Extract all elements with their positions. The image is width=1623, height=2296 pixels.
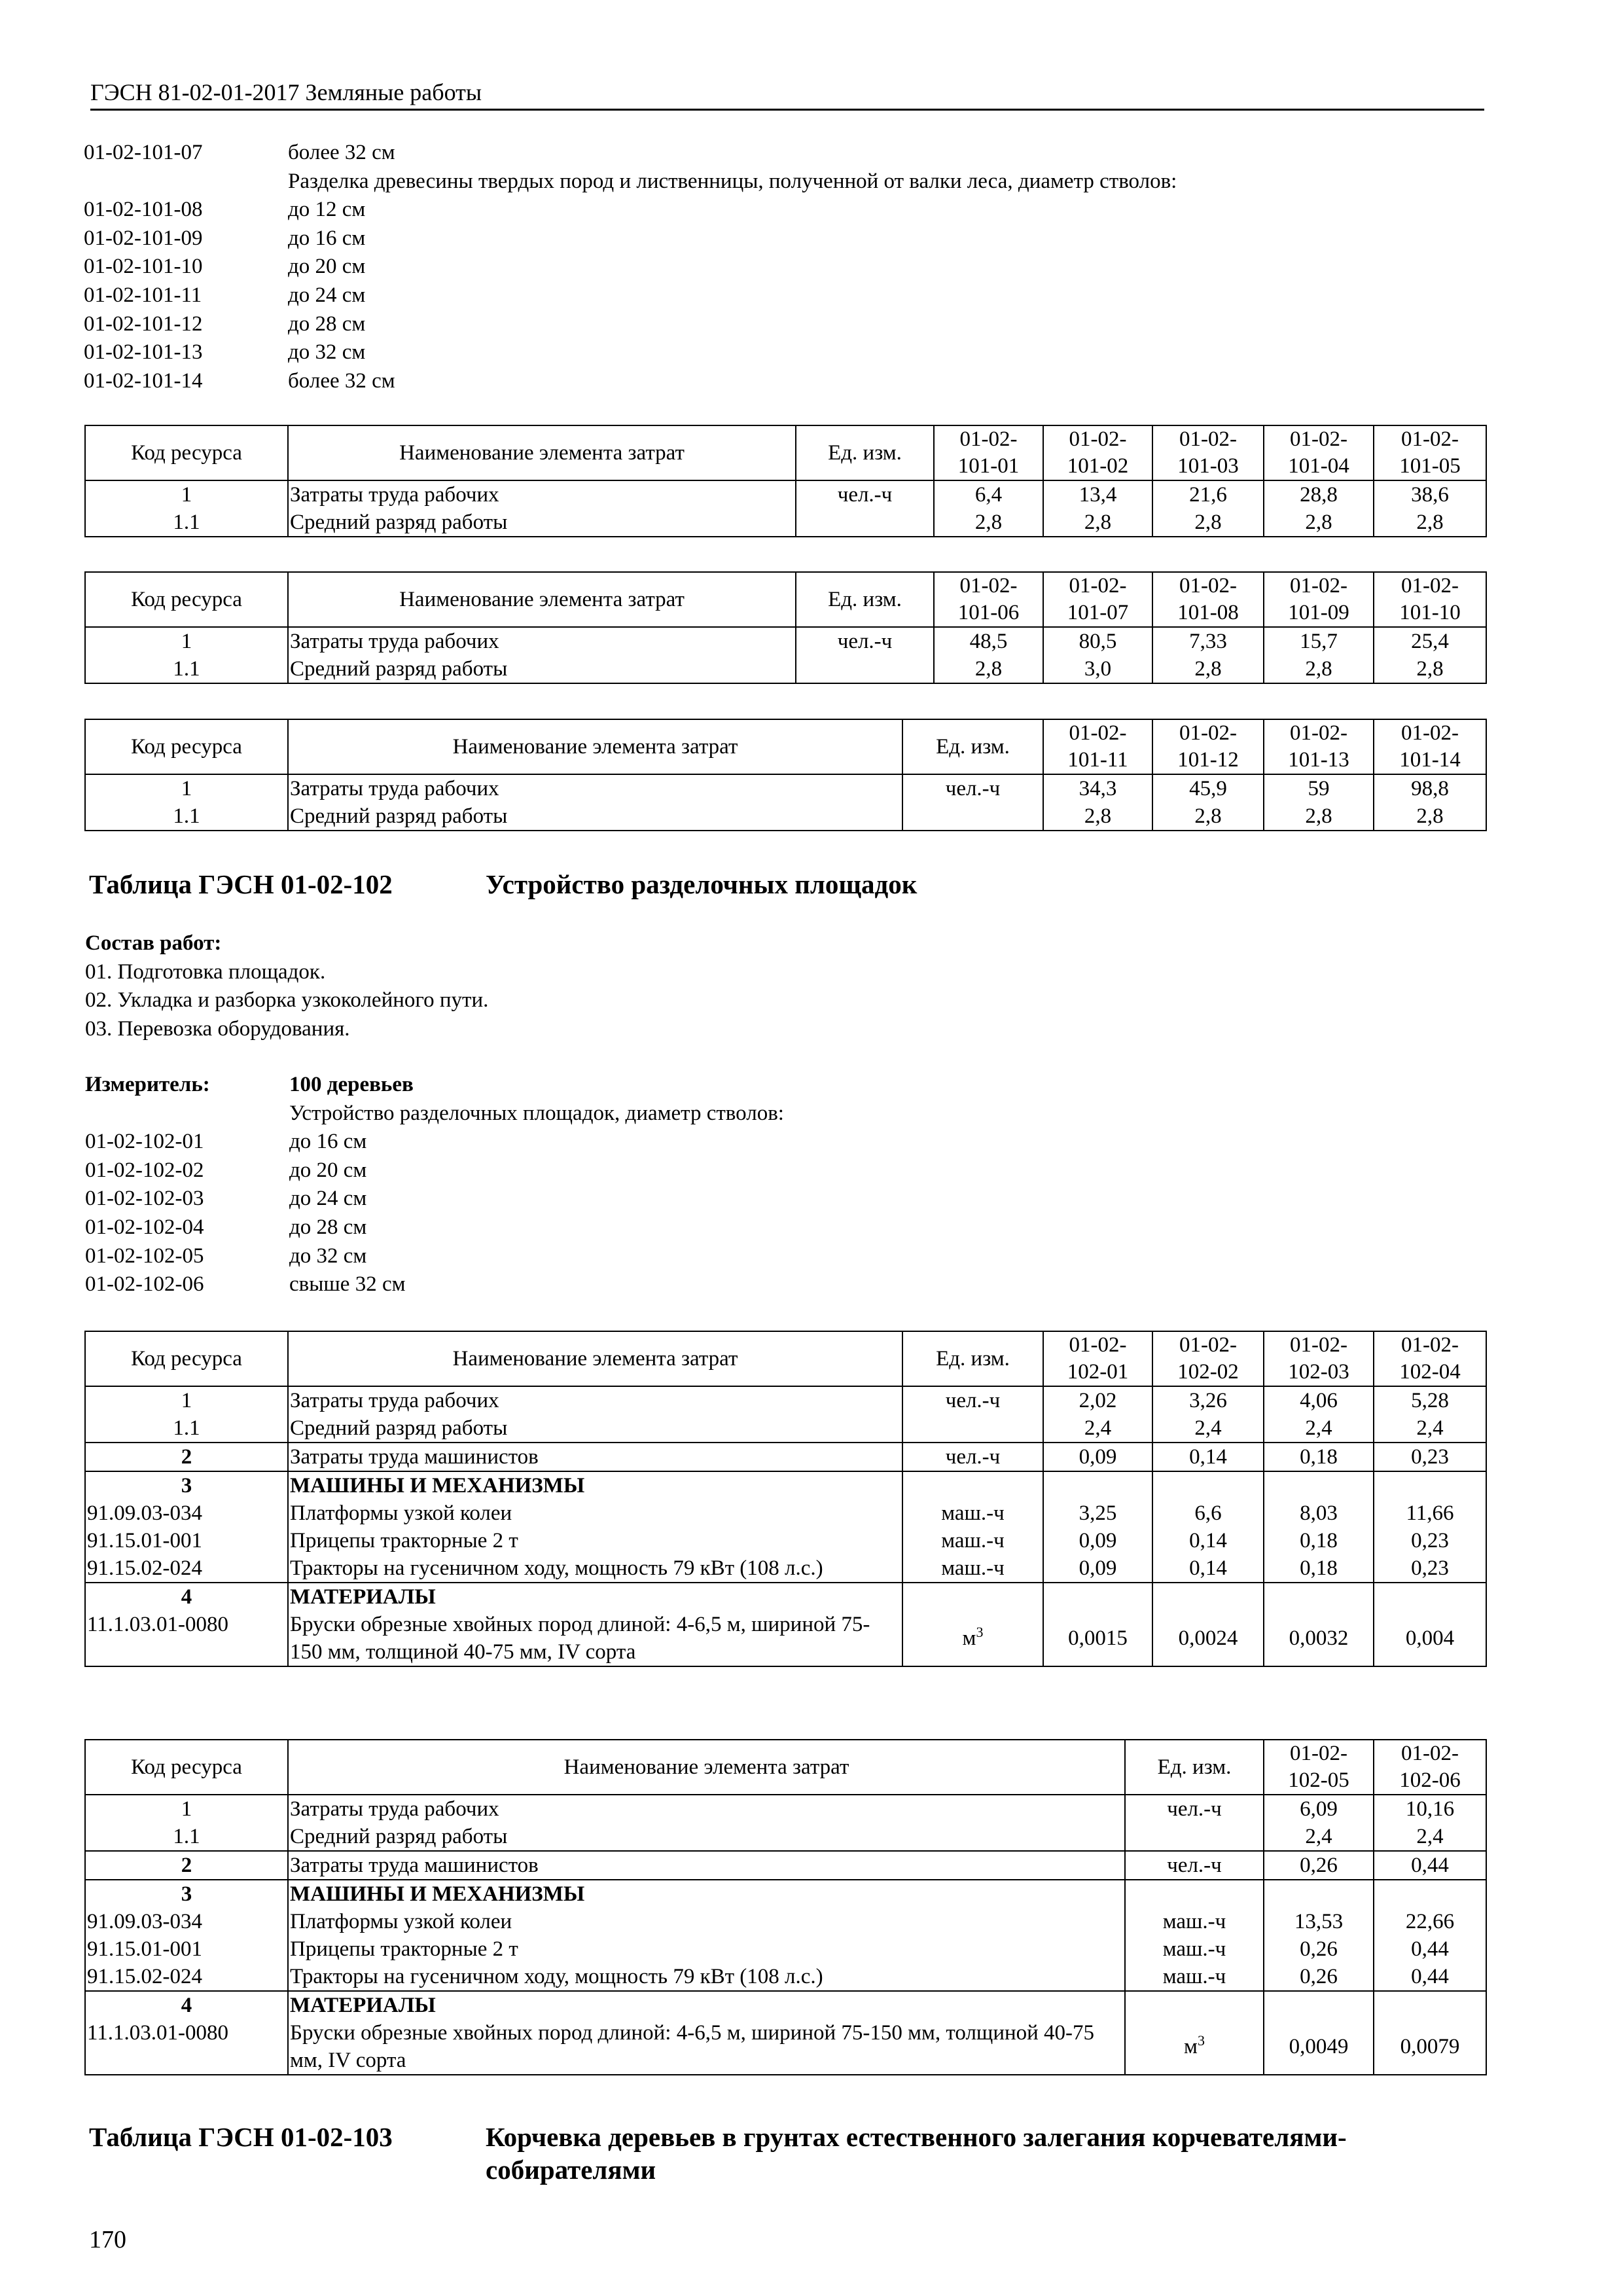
col-header-name: Наименование элемента затрат bbox=[288, 719, 902, 774]
resource-code: 91.09.03-034 bbox=[85, 1908, 288, 1935]
col-header-unit: Ед. изм. bbox=[796, 572, 934, 627]
value-cell bbox=[1374, 1471, 1486, 1499]
list-item: 01-02-102-04 до 28 см bbox=[85, 1215, 367, 1239]
value-cell: 0,0079 bbox=[1374, 2019, 1486, 2075]
value-cell: 2,8 bbox=[1152, 655, 1264, 683]
value-cell: 28,8 bbox=[1264, 480, 1374, 509]
value-cell: 2,8 bbox=[1264, 655, 1374, 683]
value-cell: 6,6 bbox=[1152, 1499, 1264, 1527]
col-header-rate: 01-02- 101-13 bbox=[1264, 719, 1374, 774]
resource-unit bbox=[1125, 1991, 1264, 2019]
resource-code: 2 bbox=[85, 1851, 288, 1880]
col-header-rate: 01-02- 102-03 bbox=[1264, 1331, 1374, 1386]
resource-code: 3 bbox=[85, 1880, 288, 1908]
value-cell: 2,8 bbox=[1374, 655, 1486, 683]
value-cell: 10,16 bbox=[1374, 1795, 1486, 1823]
col-header-rate: 01-02- 102-06 bbox=[1374, 1740, 1486, 1795]
value-cell: 2,4 bbox=[1374, 1414, 1486, 1443]
value-cell: 5,28 bbox=[1374, 1386, 1486, 1414]
value-cell: 38,6 bbox=[1374, 480, 1486, 509]
table-row bbox=[85, 1991, 1486, 2019]
value-cell: 2,8 bbox=[934, 655, 1043, 683]
table-row bbox=[85, 1386, 1486, 1414]
value-cell bbox=[1374, 1991, 1486, 2019]
table-row bbox=[85, 1527, 1486, 1554]
col-header-code: Код ресурса bbox=[85, 572, 288, 627]
value-cell: 2,8 bbox=[1264, 802, 1374, 831]
value-cell: 0,26 bbox=[1264, 1935, 1374, 1963]
work-composition bbox=[85, 929, 488, 1043]
col-header-name: Наименование элемента затрат bbox=[288, 572, 796, 627]
resource-code: 1 bbox=[85, 1795, 288, 1823]
value-cell: 0,23 bbox=[1374, 1527, 1486, 1554]
value-cell: 0,18 bbox=[1264, 1527, 1374, 1554]
col-header-code: Код ресурса bbox=[85, 425, 288, 480]
resource-unit: маш.-ч bbox=[902, 1499, 1043, 1527]
value-cell: 11,66 bbox=[1374, 1499, 1486, 1527]
table-row bbox=[85, 1443, 1486, 1471]
col-header-unit: Ед. изм. bbox=[902, 1331, 1043, 1386]
col-header-rate: 01-02- 101-05 bbox=[1374, 425, 1486, 480]
resource-unit: чел.-ч bbox=[1125, 1851, 1264, 1880]
value-cell bbox=[1264, 1880, 1374, 1908]
value-cell bbox=[1264, 1583, 1374, 1611]
col-header-rate: 01-02- 101-14 bbox=[1374, 719, 1486, 774]
table-row bbox=[85, 1554, 1486, 1583]
value-cell: 0,09 bbox=[1043, 1527, 1152, 1554]
table-row bbox=[85, 1583, 1486, 1611]
resource-name: МАТЕРИАЛЫ bbox=[288, 1991, 1125, 2019]
resource-code: 1 bbox=[85, 480, 288, 509]
resource-code: 91.09.03-034 bbox=[85, 1499, 288, 1527]
table-row bbox=[85, 1471, 1486, 1499]
resource-unit: $м^3$ bbox=[1125, 2019, 1264, 2075]
resource-unit: маш.-ч bbox=[902, 1527, 1043, 1554]
col-header-code: Код ресурса bbox=[85, 1331, 288, 1386]
resource-code: 3 bbox=[85, 1471, 288, 1499]
resource-code: 91.15.01-001 bbox=[85, 1935, 288, 1963]
list-item: 03. Перевозка оборудования. bbox=[85, 1016, 350, 1041]
resource-code: 91.15.02-024 bbox=[85, 1963, 288, 1991]
col-header-rate: 01-02- 101-11 bbox=[1043, 719, 1152, 774]
resource-code: 2 bbox=[85, 1443, 288, 1471]
value-cell bbox=[1043, 1583, 1152, 1611]
resource-unit: $м^3$ bbox=[902, 1611, 1043, 1666]
resource-table-101-11-14 bbox=[84, 719, 1487, 831]
table-header-row bbox=[85, 1331, 1486, 1386]
value-cell bbox=[1264, 1991, 1374, 2019]
value-cell: 6,09 bbox=[1264, 1795, 1374, 1823]
col-header-rate: 01-02- 101-07 bbox=[1043, 572, 1152, 627]
col-header-rate: 01-02- 101-02 bbox=[1043, 425, 1152, 480]
resource-table-102-01-04 bbox=[84, 1331, 1487, 1667]
value-cell: 0,0032 bbox=[1264, 1611, 1374, 1666]
table-row bbox=[85, 1935, 1486, 1963]
resource-name: Прицепы тракторные 2 т bbox=[288, 1527, 902, 1554]
list-item: 01-02-102-05 до 32 см bbox=[85, 1244, 367, 1268]
table-row bbox=[85, 1823, 1486, 1851]
resource-name: МАШИНЫ И МЕХАНИЗМЫ bbox=[288, 1880, 1125, 1908]
resource-code: 1.1 bbox=[85, 655, 288, 683]
table-title-103 bbox=[89, 2121, 1347, 2185]
table-row bbox=[85, 1611, 1486, 1666]
resource-code: 1 bbox=[85, 627, 288, 655]
value-cell: 13,4 bbox=[1043, 480, 1152, 509]
resource-code: 1.1 bbox=[85, 1414, 288, 1443]
value-cell: 0,23 bbox=[1374, 1443, 1486, 1471]
value-cell bbox=[1374, 1880, 1486, 1908]
resource-name: Затраты труда рабочих bbox=[288, 1386, 902, 1414]
work-composition-title: Состав работ: bbox=[85, 931, 222, 955]
resource-name: Затраты труда рабочих bbox=[288, 1795, 1125, 1823]
list-item: 01-02-101-09 до 16 см bbox=[84, 226, 366, 250]
resource-unit bbox=[1125, 1880, 1264, 1908]
table-title-label: Таблица ГЭСН 01-02-102 bbox=[89, 869, 393, 899]
meter-block bbox=[85, 1071, 784, 1299]
value-cell: 15,7 bbox=[1264, 627, 1374, 655]
col-header-unit: Ед. изм. bbox=[1125, 1740, 1264, 1795]
resource-name: Затраты труда рабочих bbox=[288, 627, 796, 655]
resource-name: Средний разряд работы bbox=[288, 509, 796, 537]
table-header-row bbox=[85, 425, 1486, 480]
resource-unit: маш.-ч bbox=[1125, 1963, 1264, 1991]
value-cell: 0,09 bbox=[1043, 1554, 1152, 1583]
value-cell: 21,6 bbox=[1152, 480, 1264, 509]
resource-name: Затраты труда рабочих bbox=[288, 774, 902, 802]
resource-unit bbox=[902, 1414, 1043, 1443]
page-number: 170 bbox=[89, 2226, 126, 2253]
intro-code-list bbox=[84, 139, 1177, 395]
value-cell: 2,8 bbox=[1043, 509, 1152, 537]
value-cell: 13,53 bbox=[1264, 1908, 1374, 1935]
value-cell: 0,14 bbox=[1152, 1443, 1264, 1471]
resource-unit bbox=[902, 1471, 1043, 1499]
resource-unit bbox=[902, 1583, 1043, 1611]
table-row bbox=[85, 1908, 1486, 1935]
value-cell: 2,4 bbox=[1152, 1414, 1264, 1443]
col-header-rate: 01-02- 101-04 bbox=[1264, 425, 1374, 480]
table-row bbox=[85, 480, 1486, 509]
table-title-102 bbox=[89, 868, 918, 901]
resource-unit bbox=[902, 802, 1043, 831]
col-header-name: Наименование элемента затрат bbox=[288, 1740, 1125, 1795]
resource-name: МАШИНЫ И МЕХАНИЗМЫ bbox=[288, 1471, 902, 1499]
col-header-rate: 01-02- 102-04 bbox=[1374, 1331, 1486, 1386]
col-header-code: Код ресурса bbox=[85, 1740, 288, 1795]
resource-unit: чел.-ч bbox=[796, 480, 934, 509]
resource-code: 1.1 bbox=[85, 1823, 288, 1851]
resource-name: МАТЕРИАЛЫ bbox=[288, 1583, 902, 1611]
value-cell: 80,5 bbox=[1043, 627, 1152, 655]
value-cell: 0,0024 bbox=[1152, 1611, 1264, 1666]
table-row bbox=[85, 655, 1486, 683]
list-item: 01-02-101-11 до 24 см bbox=[84, 283, 366, 307]
resource-name: Платформы узкой колеи bbox=[288, 1499, 902, 1527]
resource-unit: маш.-ч bbox=[1125, 1935, 1264, 1963]
value-cell: 48,5 bbox=[934, 627, 1043, 655]
list-item: 01-02-102-06 свыше 32 см bbox=[85, 1272, 406, 1297]
table-row bbox=[85, 1795, 1486, 1823]
table-title-name-line1: Корчевка деревьев в грунтах естественного залегания корчевателями- bbox=[486, 2122, 1347, 2152]
resource-table-101-06-10 bbox=[84, 571, 1487, 684]
value-cell: 2,4 bbox=[1264, 1414, 1374, 1443]
value-cell: 2,4 bbox=[1374, 1823, 1486, 1851]
value-cell: 0,004 bbox=[1374, 1611, 1486, 1666]
col-header-name: Наименование элемента затрат bbox=[288, 1331, 902, 1386]
table-row bbox=[85, 1880, 1486, 1908]
value-cell: 0,44 bbox=[1374, 1963, 1486, 1991]
resource-name: Прицепы тракторные 2 т bbox=[288, 1935, 1125, 1963]
col-header-rate: 01-02- 102-01 bbox=[1043, 1331, 1152, 1386]
list-item: 01-02-102-03 до 24 см bbox=[85, 1187, 367, 1211]
resource-unit bbox=[1125, 1823, 1264, 1851]
table-row bbox=[85, 627, 1486, 655]
value-cell: 34,3 bbox=[1043, 774, 1152, 802]
table-header-row bbox=[85, 1740, 1486, 1795]
table-title-name: Устройство разделочных площадок bbox=[486, 869, 918, 899]
value-cell bbox=[1043, 1471, 1152, 1499]
resource-name: Затраты труда машинистов bbox=[288, 1443, 902, 1471]
table-title-name-line2: собирателями bbox=[486, 2155, 656, 2185]
col-header-rate: 01-02- 101-01 bbox=[934, 425, 1043, 480]
resource-name: Затраты труда рабочих bbox=[288, 480, 796, 509]
value-cell: 98,8 bbox=[1374, 774, 1486, 802]
list-item: 01-02-101-08 до 12 см bbox=[84, 198, 366, 222]
col-header-rate: 01-02- 101-08 bbox=[1152, 572, 1264, 627]
value-cell: 2,4 bbox=[1264, 1823, 1374, 1851]
table-row bbox=[85, 1414, 1486, 1443]
meter-description: Устройство разделочных площадок, диаметр стволов: bbox=[289, 1101, 784, 1125]
resource-code: 1 bbox=[85, 774, 288, 802]
value-cell: 2,8 bbox=[1264, 509, 1374, 537]
resource-name: Средний разряд работы bbox=[288, 802, 902, 831]
list-item: 01-02-102-01 до 16 см bbox=[85, 1130, 367, 1154]
resource-code: 1.1 bbox=[85, 802, 288, 831]
value-cell: 45,9 bbox=[1152, 774, 1264, 802]
resource-unit: чел.-ч bbox=[796, 627, 934, 655]
resource-unit: маш.-ч bbox=[1125, 1908, 1264, 1935]
page-header bbox=[90, 77, 1484, 111]
col-header-rate: 01-02- 102-02 bbox=[1152, 1331, 1264, 1386]
col-header-rate: 01-02- 101-03 bbox=[1152, 425, 1264, 480]
value-cell: 3,26 bbox=[1152, 1386, 1264, 1414]
list-item: 01-02-102-02 до 20 см bbox=[85, 1158, 367, 1182]
value-cell: 0,14 bbox=[1152, 1554, 1264, 1583]
list-item: Разделка древесины твердых пород и лиственницы, полученной от валки леса, диаметр стволов: bbox=[288, 169, 1177, 193]
document-title: ГЭСН 81-02-01-2017 Земляные работы bbox=[90, 79, 482, 105]
value-cell: 0,44 bbox=[1374, 1935, 1486, 1963]
value-cell: 2,8 bbox=[1043, 802, 1152, 831]
value-cell: 0,18 bbox=[1264, 1554, 1374, 1583]
value-cell: 2,8 bbox=[1152, 802, 1264, 831]
list-item: 01-02-101-13 до 32 см bbox=[84, 340, 366, 365]
col-header-unit: Ед. изм. bbox=[796, 425, 934, 480]
value-cell: 0,44 bbox=[1374, 1851, 1486, 1880]
col-header-rate: 01-02- 101-09 bbox=[1264, 572, 1374, 627]
value-cell bbox=[1152, 1583, 1264, 1611]
table-row bbox=[85, 774, 1486, 802]
value-cell: 3,0 bbox=[1043, 655, 1152, 683]
table-row bbox=[85, 1963, 1486, 1991]
col-header-rate: 01-02- 101-06 bbox=[934, 572, 1043, 627]
resource-code: 91.15.01-001 bbox=[85, 1527, 288, 1554]
value-cell: 0,14 bbox=[1152, 1527, 1264, 1554]
value-cell: 2,8 bbox=[1152, 509, 1264, 537]
value-cell: 3,25 bbox=[1043, 1499, 1152, 1527]
table-row bbox=[85, 1851, 1486, 1880]
resource-unit bbox=[796, 655, 934, 683]
value-cell: 0,0015 bbox=[1043, 1611, 1152, 1666]
list-item: 01-02-101-14 более 32 см bbox=[84, 368, 395, 393]
value-cell: 0,26 bbox=[1264, 1851, 1374, 1880]
value-cell: 25,4 bbox=[1374, 627, 1486, 655]
meter-label: Измеритель: bbox=[85, 1073, 210, 1096]
value-cell bbox=[1264, 1471, 1374, 1499]
resource-name: Тракторы на гусеничном ходу, мощность 79 кВт (108 л.с.) bbox=[288, 1963, 1125, 1991]
value-cell: 2,02 bbox=[1043, 1386, 1152, 1414]
resource-name: Затраты труда машинистов bbox=[288, 1851, 1125, 1880]
resource-table-101-01-05 bbox=[84, 425, 1487, 537]
resource-unit: чел.-ч bbox=[902, 1386, 1043, 1414]
value-cell: 4,06 bbox=[1264, 1386, 1374, 1414]
list-item: 01. Подготовка площадок. bbox=[85, 960, 326, 984]
value-cell: 22,66 bbox=[1374, 1908, 1486, 1935]
table-row bbox=[85, 1499, 1486, 1527]
value-cell: 0,26 bbox=[1264, 1963, 1374, 1991]
resource-table-102-05-06 bbox=[84, 1739, 1487, 2075]
resource-code: 4 bbox=[85, 1991, 288, 2019]
value-cell: 2,8 bbox=[1374, 802, 1486, 831]
value-cell: 2,8 bbox=[1374, 509, 1486, 537]
value-cell: 0,09 bbox=[1043, 1443, 1152, 1471]
resource-name: Бруски обрезные хвойных пород длиной: 4-6,5 м, шириной 75-150 мм, толщиной 40-75 мм, IV сорта bbox=[288, 1611, 902, 1666]
value-cell bbox=[1374, 1583, 1486, 1611]
value-cell: 0,23 bbox=[1374, 1554, 1486, 1583]
table-row bbox=[85, 2019, 1486, 2075]
table-row bbox=[85, 802, 1486, 831]
resource-unit: чел.-ч bbox=[902, 1443, 1043, 1471]
table-header-row bbox=[85, 719, 1486, 774]
value-cell: 59 bbox=[1264, 774, 1374, 802]
table-row bbox=[85, 509, 1486, 537]
list-item: 02. Укладка и разборка узкоколейного пути. bbox=[85, 988, 489, 1013]
col-header-code: Код ресурса bbox=[85, 719, 288, 774]
resource-unit: чел.-ч bbox=[1125, 1795, 1264, 1823]
col-header-rate: 01-02- 102-05 bbox=[1264, 1740, 1374, 1795]
meter-value: 100 деревьев bbox=[289, 1073, 414, 1096]
value-cell: 6,4 bbox=[934, 480, 1043, 509]
col-header-unit: Ед. изм. bbox=[902, 719, 1043, 774]
value-cell: 0,0049 bbox=[1264, 2019, 1374, 2075]
resource-name: Средний разряд работы bbox=[288, 1414, 902, 1443]
resource-unit: чел.-ч bbox=[902, 774, 1043, 802]
list-item: 01-02-101-12 до 28 см bbox=[84, 312, 366, 336]
resource-code: 1 bbox=[85, 1386, 288, 1414]
col-header-rate: 01-02- 101-10 bbox=[1374, 572, 1486, 627]
resource-name: Средний разряд работы bbox=[288, 1823, 1125, 1851]
resource-code: 4 bbox=[85, 1583, 288, 1611]
value-cell: 0,18 bbox=[1264, 1443, 1374, 1471]
table-title-label: Таблица ГЭСН 01-02-103 bbox=[89, 2122, 393, 2152]
resource-code: 91.15.02-024 bbox=[85, 1554, 288, 1583]
resource-code: 1.1 bbox=[85, 509, 288, 537]
value-cell: 8,03 bbox=[1264, 1499, 1374, 1527]
value-cell: 2,4 bbox=[1043, 1414, 1152, 1443]
resource-name: Бруски обрезные хвойных пород длиной: 4-6,5 м, шириной 75-150 мм, толщиной 40-75 мм, IV сорта bbox=[288, 2019, 1125, 2075]
value-cell: 2,8 bbox=[934, 509, 1043, 537]
resource-code: 11.1.03.01-0080 bbox=[85, 2019, 288, 2075]
list-item: 01-02-101-07 более 32 см bbox=[84, 141, 395, 164]
table-header-row bbox=[85, 572, 1486, 627]
resource-name: Тракторы на гусеничном ходу, мощность 79 кВт (108 л.с.) bbox=[288, 1554, 902, 1583]
col-header-rate: 01-02- 101-12 bbox=[1152, 719, 1264, 774]
col-header-name: Наименование элемента затрат bbox=[288, 425, 796, 480]
list-item: 01-02-101-10 до 20 см bbox=[84, 255, 366, 279]
resource-unit bbox=[796, 509, 934, 537]
value-cell: 7,33 bbox=[1152, 627, 1264, 655]
value-cell bbox=[1152, 1471, 1264, 1499]
resource-name: Платформы узкой колеи bbox=[288, 1908, 1125, 1935]
resource-name: Средний разряд работы bbox=[288, 655, 796, 683]
resource-code: 11.1.03.01-0080 bbox=[85, 1611, 288, 1666]
resource-unit: маш.-ч bbox=[902, 1554, 1043, 1583]
